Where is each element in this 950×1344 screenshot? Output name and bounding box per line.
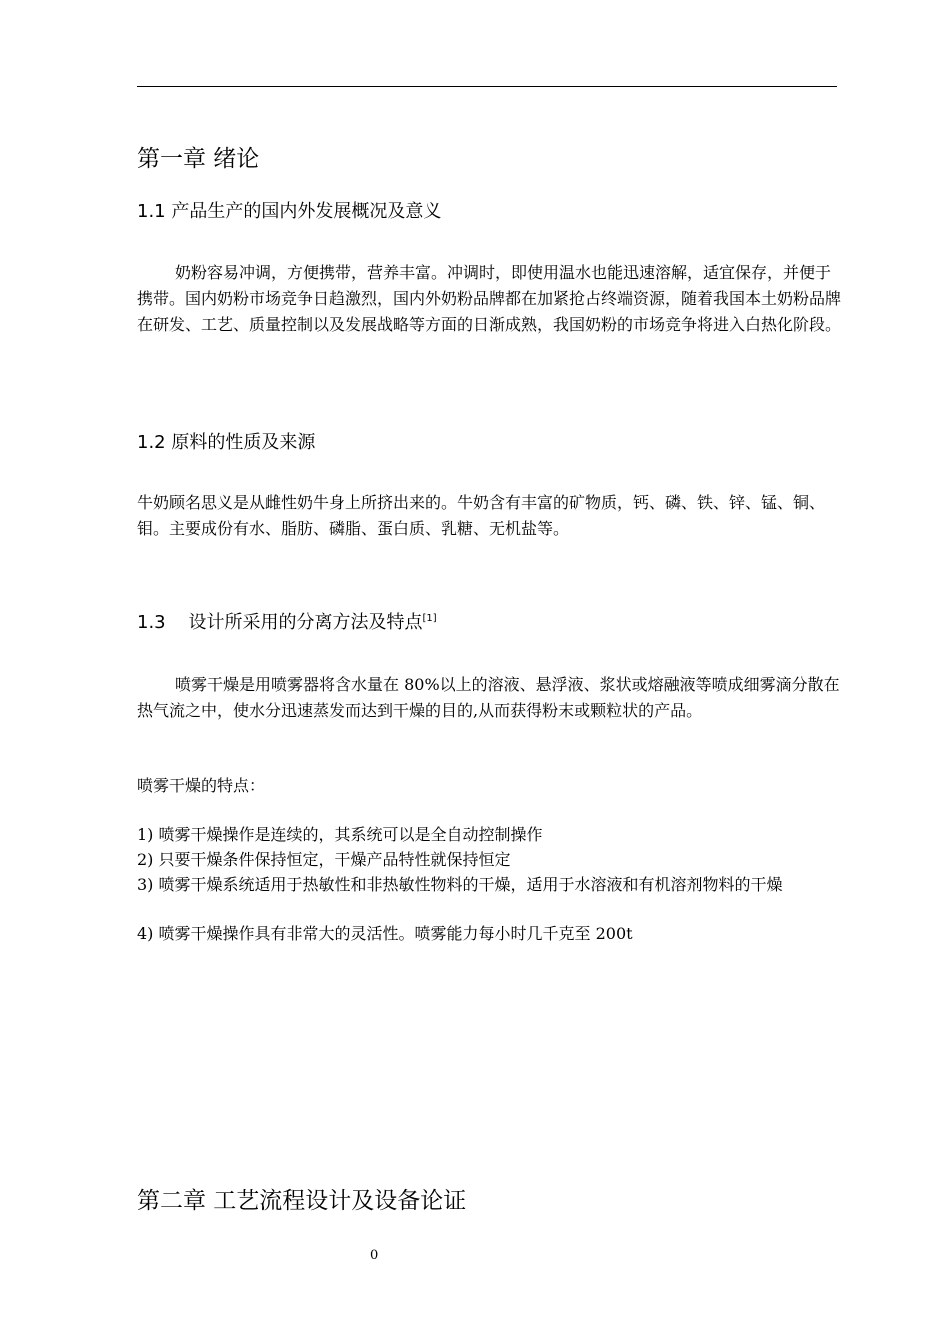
section-number: 1.3 (137, 612, 166, 633)
section-1-1-heading: 1.1 产品生产的国内外发展概况及意义 (137, 201, 442, 222)
chapter-1-title: 第一章 绪论 (137, 146, 260, 172)
paragraph-text: 牛奶顾名思义是从雌性奶牛身上所挤出来的。牛奶含有丰富的矿物质，钙、磷、铁、锌、锰、铜、钼。主要成份有水、脂肪、磷脂、蛋白质、乳糖、无机盐等。 (137, 493, 826, 538)
section-1-3-paragraph (137, 672, 842, 724)
feature-item-3: 3) 喷雾干燥系统适用于热敏性和非热敏性物料的干燥，适用于水溶液和有机溶剂物料的干燥 (137, 875, 783, 894)
header-rule (137, 86, 837, 87)
features-label: 喷雾干燥的特点： (137, 776, 266, 795)
feature-item-1: 1) 喷雾干燥操作是连续的，其系统可以是全自动控制操作 (137, 825, 543, 844)
chapter-2-title: 第二章 工艺流程设计及设备论证 (137, 1188, 467, 1214)
paragraph-text: 奶粉容易冲调，方便携带，营养丰富。冲调时，即使用温水也能迅速溶解，适宜保存，并便于携带。国内奶粉市场竞争日趋激烈，国内外奶粉品牌都在加紧抢占终端资源，随着我国本土奶粉品牌在研发、工艺、质量控制以及发展战略等方面的日渐成熟，我国奶粉的市场竞争将进入白热化阶段。 (137, 263, 842, 334)
feature-item-2: 2) 只要干燥条件保持恒定，干燥产品特性就保持恒定 (137, 850, 511, 869)
section-1-3-heading (137, 608, 437, 634)
citation-ref: [1] (422, 613, 437, 624)
section-1-1-paragraph (137, 260, 842, 338)
section-1-2-paragraph (137, 490, 842, 542)
page-number: 0 (370, 1248, 379, 1263)
paragraph-text: 喷雾干燥是用喷雾器将含水量在 80%以上的溶液、悬浮液、浆状或熔融液等喷成细雾滴分散在热气流之中，使水分迅速蒸发而达到干燥的目的,从而获得粉末或颗粒状的产品。 (137, 675, 840, 720)
section-title: 设计所采用的分离方法及特点 (188, 612, 423, 633)
section-1-2-heading: 1.2 原料的性质及来源 (137, 432, 316, 453)
feature-item-4: 4) 喷雾干燥操作具有非常大的灵活性。喷雾能力每小时几千克至 200t (137, 924, 633, 943)
